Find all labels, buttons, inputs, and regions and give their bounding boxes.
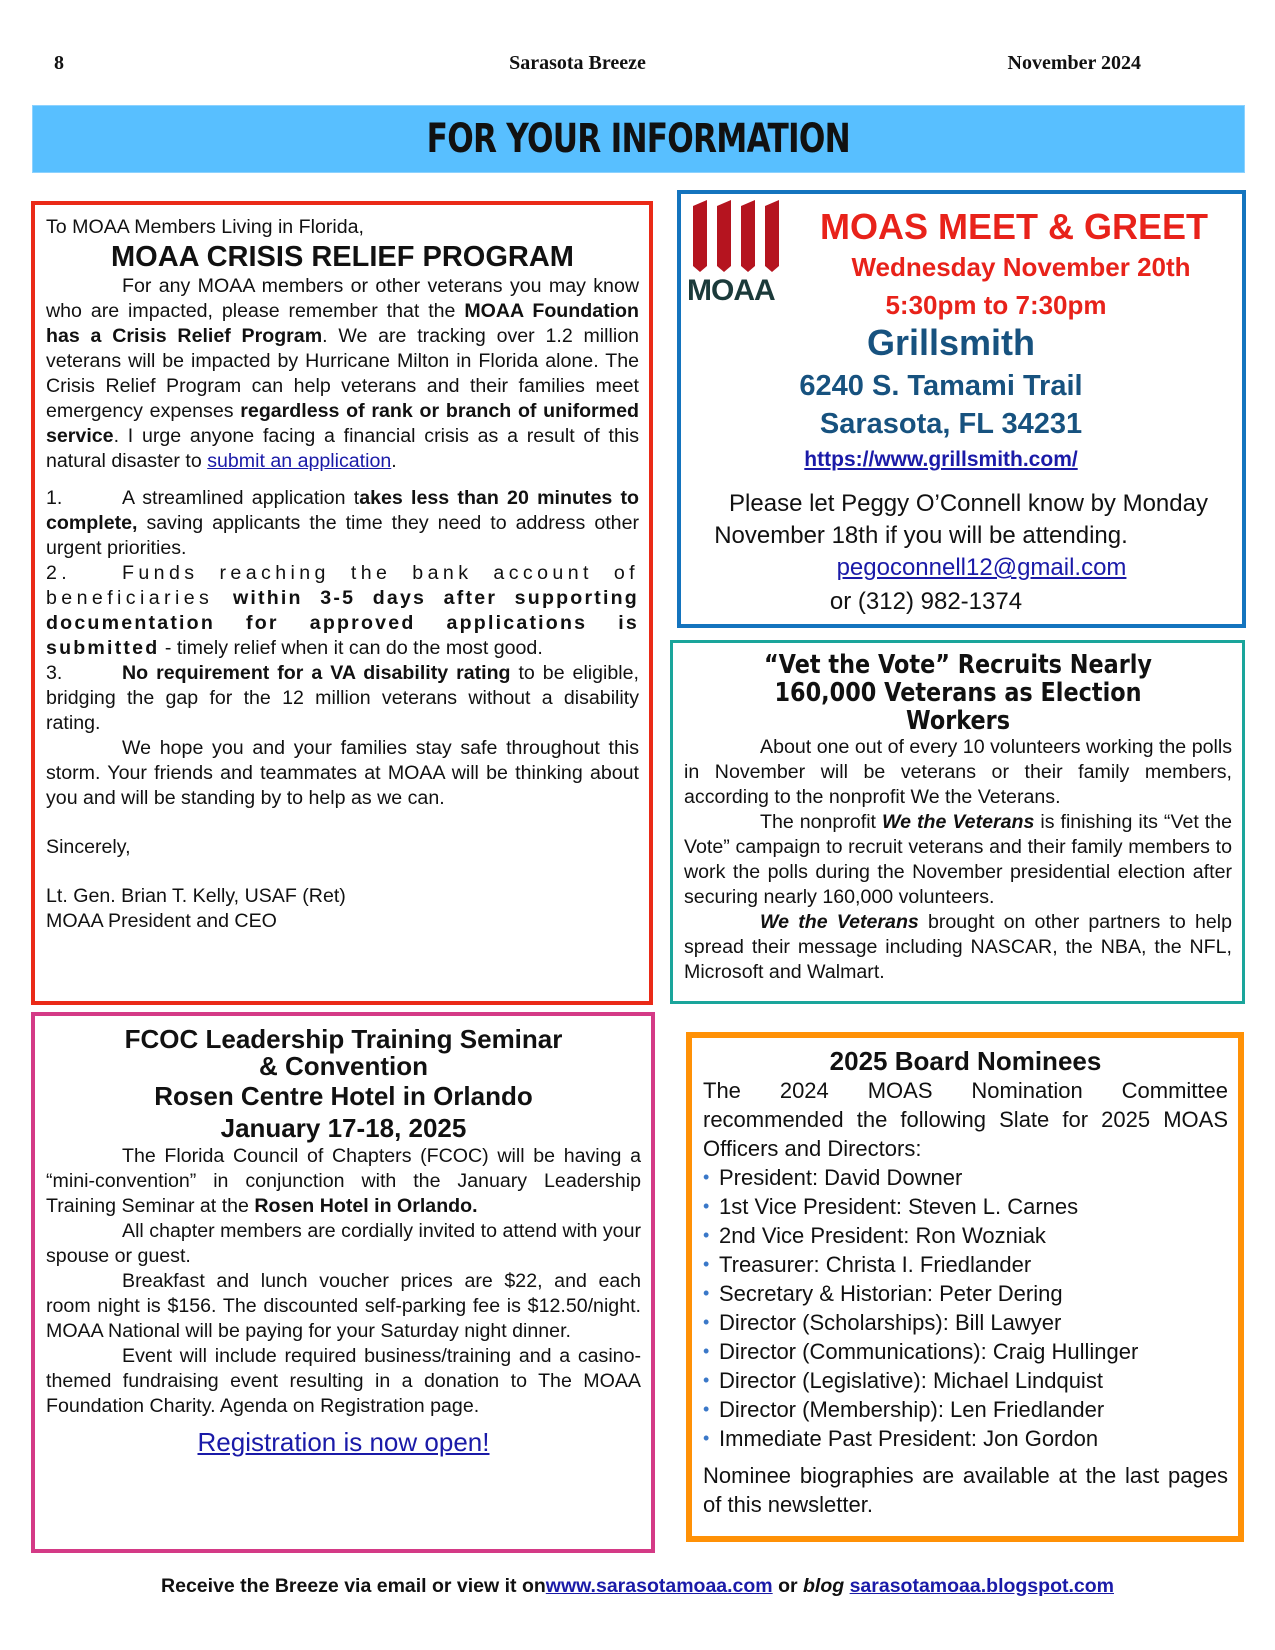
text-run-bold: Rosen Hotel in Orlando.: [254, 1195, 478, 1217]
nominee-item: [703, 1395, 1228, 1424]
item-number: 2.: [46, 562, 72, 584]
bullet-icon: •: [703, 1341, 710, 1361]
registration-link-wrapper: [46, 1427, 641, 1458]
org-name: We the Veterans: [760, 911, 919, 933]
crisis-relief-title: MOAA CRISIS RELIEF PROGRAM: [111, 241, 574, 273]
submit-application-link[interactable]: submit an application: [207, 450, 392, 472]
nominee-text: Treasurer: Christa I. Friedlander: [719, 1252, 1032, 1277]
fcoc-paragraph-4: Event will include required business/training and a casino-themed fundraising event resulting in a donation to The MOAA Foundation Charity. Agenda on Registration page.: [46, 1345, 641, 1417]
bullet-icon: •: [703, 1254, 710, 1274]
vet-paragraph-1: About one out of every 10 volunteers working the polls in November will be veterans or their family members, according to the nonprofit We the Veterans.: [684, 736, 1232, 808]
nominee-item: [703, 1163, 1228, 1192]
text-run: saving applicants the time they need to address other urgent priorities.: [46, 512, 639, 559]
text-run-bold: No requirement for a VA disability rating: [122, 662, 511, 684]
footer: [0, 1575, 1275, 1598]
signer-title: MOAA President and CEO: [46, 910, 277, 932]
fcoc-dates: January 17-18, 2025: [220, 1113, 467, 1143]
nominee-text: Director (Communications): Craig Hullinger: [719, 1339, 1139, 1364]
text-run: The nonprofit: [760, 811, 882, 833]
nominee-text: Director (Legislative): Michael Lindquist: [719, 1368, 1103, 1393]
fcoc-paragraph-1: [46, 1144, 641, 1219]
website-link[interactable]: www.sarasotamoaa.com: [545, 1575, 773, 1597]
item-number: 3.: [46, 662, 63, 684]
blog-link[interactable]: sarasotamoaa.blogspot.com: [849, 1575, 1114, 1597]
issue-date: November 2024: [1007, 52, 1141, 74]
nominee-text: Director (Scholarships): Bill Lawyer: [719, 1310, 1062, 1335]
section-banner: [32, 105, 1245, 173]
text-run-bold: regardless of rank or branch of uniformed service: [46, 400, 639, 447]
nominee-item: [703, 1366, 1228, 1395]
text-run: .: [391, 450, 397, 472]
crisis-relief-intro: [46, 274, 639, 474]
text-run: Funds reaching the bank account of beneficiaries: [46, 562, 639, 609]
rsvp-phone: or (312) 982-1374: [829, 588, 1023, 615]
text-run: The Florida Council of Chapters (FCOC) will be having a “mini-convention” in conjunction with the January Leadership Training Seminar at the: [46, 1145, 641, 1217]
moaa-logo-text: MOAA: [687, 274, 775, 307]
text-run: A streamlined application t: [122, 487, 360, 509]
nominee-list: [703, 1163, 1228, 1453]
nominee-text: Director (Membership): Len Friedlander: [719, 1397, 1105, 1422]
moaa-banner-stripes-icon: [687, 200, 787, 272]
fcoc-paragraph-2: All chapter members are cordially invited to attend with your spouse or guest.: [46, 1220, 641, 1267]
moaa-logo: [687, 200, 791, 307]
text-run: brought on other partners to help spread their message including NASCAR, the NBA, the NFL, Microsoft and Walmart.: [684, 911, 1232, 983]
fcoc-location: Rosen Centre Hotel in Orlando: [154, 1081, 533, 1111]
nominee-text: 1st Vice President: Steven L. Carnes: [719, 1194, 1079, 1219]
event-date: Wednesday November 20th: [851, 252, 1191, 282]
signer-name: Lt. Gen. Brian T. Kelly, USAF (Ret): [46, 885, 346, 907]
rsvp-text-line1: Please let Peggy O’Connell know by Monday: [729, 490, 1208, 517]
text-run-bold: MOAA Foundation has a Crisis Relief Program: [46, 300, 639, 347]
bullet-icon: •: [703, 1167, 710, 1187]
event-time: 5:30pm to 7:30pm: [885, 290, 1107, 320]
bullet-icon: •: [703, 1312, 710, 1332]
nominee-item: [703, 1308, 1228, 1337]
page-number: 8: [54, 52, 64, 74]
board-nominees-article: [686, 1032, 1244, 1542]
footer-text: Receive the Breeze via email or view it on: [161, 1575, 546, 1597]
footer-text-italic: blog: [803, 1575, 845, 1597]
rsvp-email-link[interactable]: pegoconnell12@gmail.com: [836, 554, 1127, 581]
venue-website-link[interactable]: https://www.grillsmith.com/: [804, 448, 1078, 471]
nominee-item: [703, 1424, 1228, 1453]
sign-off: Sincerely,: [46, 836, 131, 858]
bullet-icon: •: [703, 1428, 710, 1448]
closing-paragraph: We hope you and your families stay safe throughout this storm. Your friends and teammates at MOAA will be thinking about you and will be standing by to help as we can.: [46, 737, 639, 809]
publication-name: Sarasota Breeze: [509, 52, 646, 74]
org-name: We the Veterans: [881, 811, 1035, 833]
vet-paragraph-2: [684, 810, 1232, 910]
text-run: For any MOAA members or other veterans you may know who are impacted, please remember that the: [46, 275, 639, 322]
nominee-item: [703, 1337, 1228, 1366]
text-run: - timely relief when it can do the most good.: [159, 637, 543, 659]
fcoc-paragraph-3: Breakfast and lunch voucher prices are $22, and each room night is $156. The discounted self-parking fee is $12.50/night. MOAA National will be paying for your Saturday night dinner.: [46, 1270, 641, 1342]
text-run-bold: akes less than 20 minutes to complete,: [46, 487, 639, 534]
board-note: Nominee biographies are available at the last pages of this newsletter.: [703, 1463, 1228, 1517]
registration-link[interactable]: Registration is now open!: [197, 1427, 490, 1457]
venue-address-city: Sarasota, FL 34231: [819, 408, 1083, 440]
nominee-text: Immediate Past President: Jon Gordon: [719, 1426, 1099, 1451]
crisis-relief-article: [31, 201, 653, 1005]
salutation: To MOAA Members Living in Florida,: [46, 216, 364, 238]
benefit-item-1: [46, 486, 639, 561]
meet-greet-article: [677, 190, 1246, 628]
nominee-text: 2nd Vice President: Ron Wozniak: [719, 1223, 1046, 1248]
bullet-icon: •: [703, 1225, 710, 1245]
text-run: . We are tracking over 1.2 million veterans will be impacted by Hurricane Milton in Florida alone. The Crisis Relief Program can help veterans and their families meet emergency expenses: [46, 325, 640, 422]
rsvp-text-line2: November 18th if you will be attending.: [714, 522, 1128, 549]
venue-address-street: 6240 S. Tamami Trail: [799, 370, 1083, 402]
event-venue: Grillsmith: [866, 322, 1036, 363]
bullet-icon: •: [703, 1196, 710, 1216]
vet-paragraph-3: [684, 910, 1232, 985]
nominee-text: Secretary & Historian: Peter Dering: [719, 1281, 1063, 1306]
bullet-icon: •: [703, 1370, 710, 1390]
footer-text: or: [772, 1575, 803, 1597]
text-run: . I urge anyone facing a financial crisis as a result of this natural disaster to: [46, 425, 639, 472]
section-title: FOR YOUR INFORMATION: [426, 116, 851, 162]
nominee-item: [703, 1279, 1228, 1308]
item-number: 1.: [46, 487, 63, 509]
nominee-text: President: David Downer: [719, 1165, 963, 1190]
vet-the-vote-title: “Vet the Vote” Recruits Nearly 160,000 Veterans as Election Workers: [763, 650, 1153, 736]
board-intro: The 2024 MOAS Nomination Committee recommended the following Slate for 2025 MOAS Officers and Directors:: [703, 1078, 1228, 1161]
fcoc-title-line2: & Convention: [259, 1051, 428, 1081]
text-run: is finishing its “Vet the Vote” campaign to recruit veterans and their family members to work the polls during the November presidential election after securing nearly 160,000 volunteers.: [684, 811, 1232, 908]
vet-the-vote-article: [670, 640, 1245, 1004]
event-title: MOAS MEET & GREET: [819, 206, 1209, 247]
text-run-bold: within 3-5 days after supporting documentation for approved applications is submitted: [46, 587, 639, 659]
bullet-icon: •: [703, 1399, 710, 1419]
nominee-item: [703, 1221, 1228, 1250]
text-run: to be eligible, bridging the gap for the 12 million veterans without a disability rating.: [46, 662, 639, 734]
nominee-item: [703, 1250, 1228, 1279]
board-nominees-title: 2025 Board Nominees: [829, 1046, 1102, 1076]
benefit-item-3: [46, 661, 639, 736]
bullet-icon: •: [703, 1283, 710, 1303]
fcoc-title-line1: FCOC Leadership Training Seminar: [124, 1024, 563, 1054]
fcoc-article: [31, 1012, 655, 1553]
nominee-item: [703, 1192, 1228, 1221]
benefit-item-2: [46, 561, 639, 661]
